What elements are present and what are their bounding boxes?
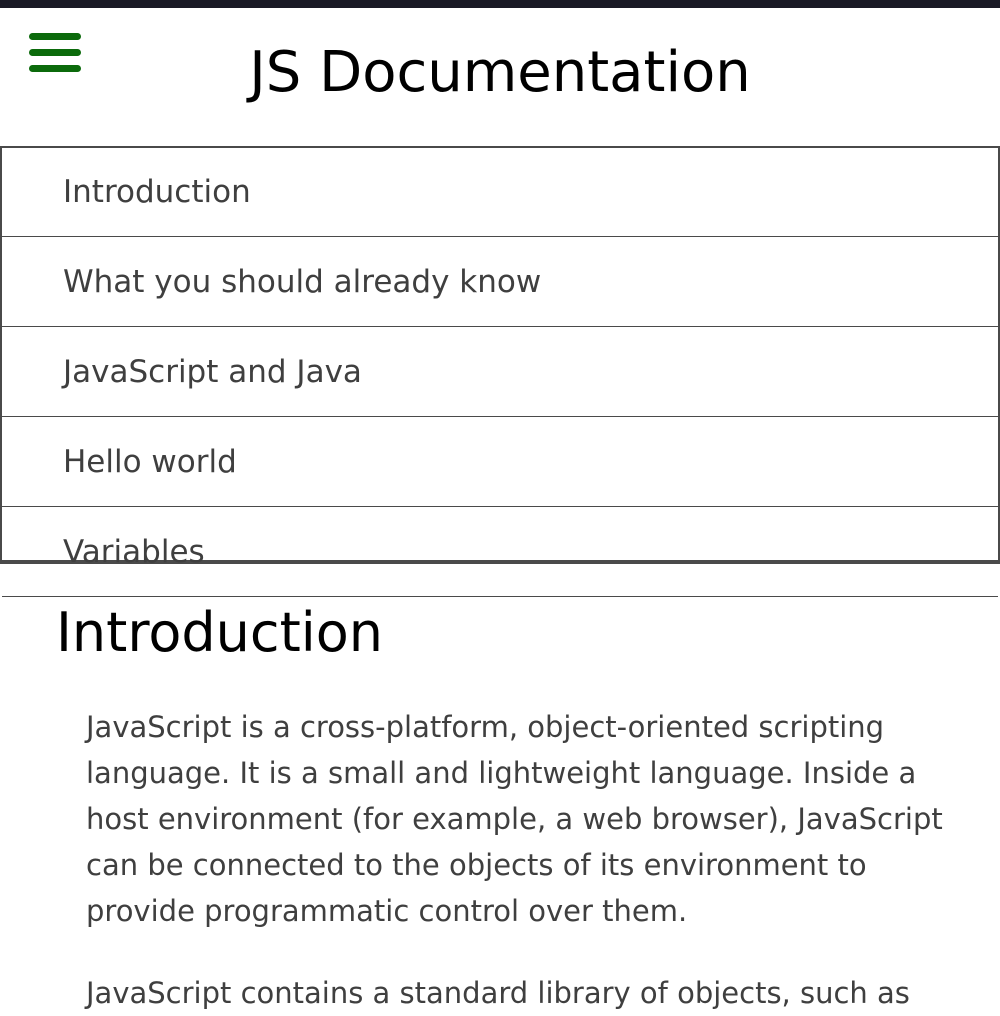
page-title: JS Documentation	[249, 40, 751, 105]
nav-link-label: Hello world	[63, 444, 237, 480]
nav-link-label: Introduction	[63, 174, 251, 210]
paragraph: JavaScript is a cross-platform, object-oriented scripting language. It is a small and lightweight language. Inside a host environment (for example, a web browser), JavaScript can be connected to the objects of its environment to provide programmatic control over them.	[86, 710, 943, 928]
nav-link-introduction[interactable]	[2, 148, 998, 237]
section-title: Introduction	[56, 601, 384, 664]
nav-link-label: JavaScript and Java	[63, 354, 362, 390]
navbar[interactable]	[0, 146, 1000, 570]
top-border-bar	[0, 0, 1000, 8]
paragraph: JavaScript contains a standard library of objects, such as	[86, 976, 910, 1010]
nav-link-hello-world[interactable]	[2, 418, 998, 507]
page-header	[0, 8, 1000, 146]
main-doc	[0, 562, 1000, 1010]
nav-link-what-you-should-already-know[interactable]	[2, 238, 998, 327]
nav-link-label: Variables	[63, 534, 205, 570]
nav-link-label: What you should already know	[63, 264, 542, 300]
nav-link-javascript-and-java[interactable]	[2, 328, 998, 417]
